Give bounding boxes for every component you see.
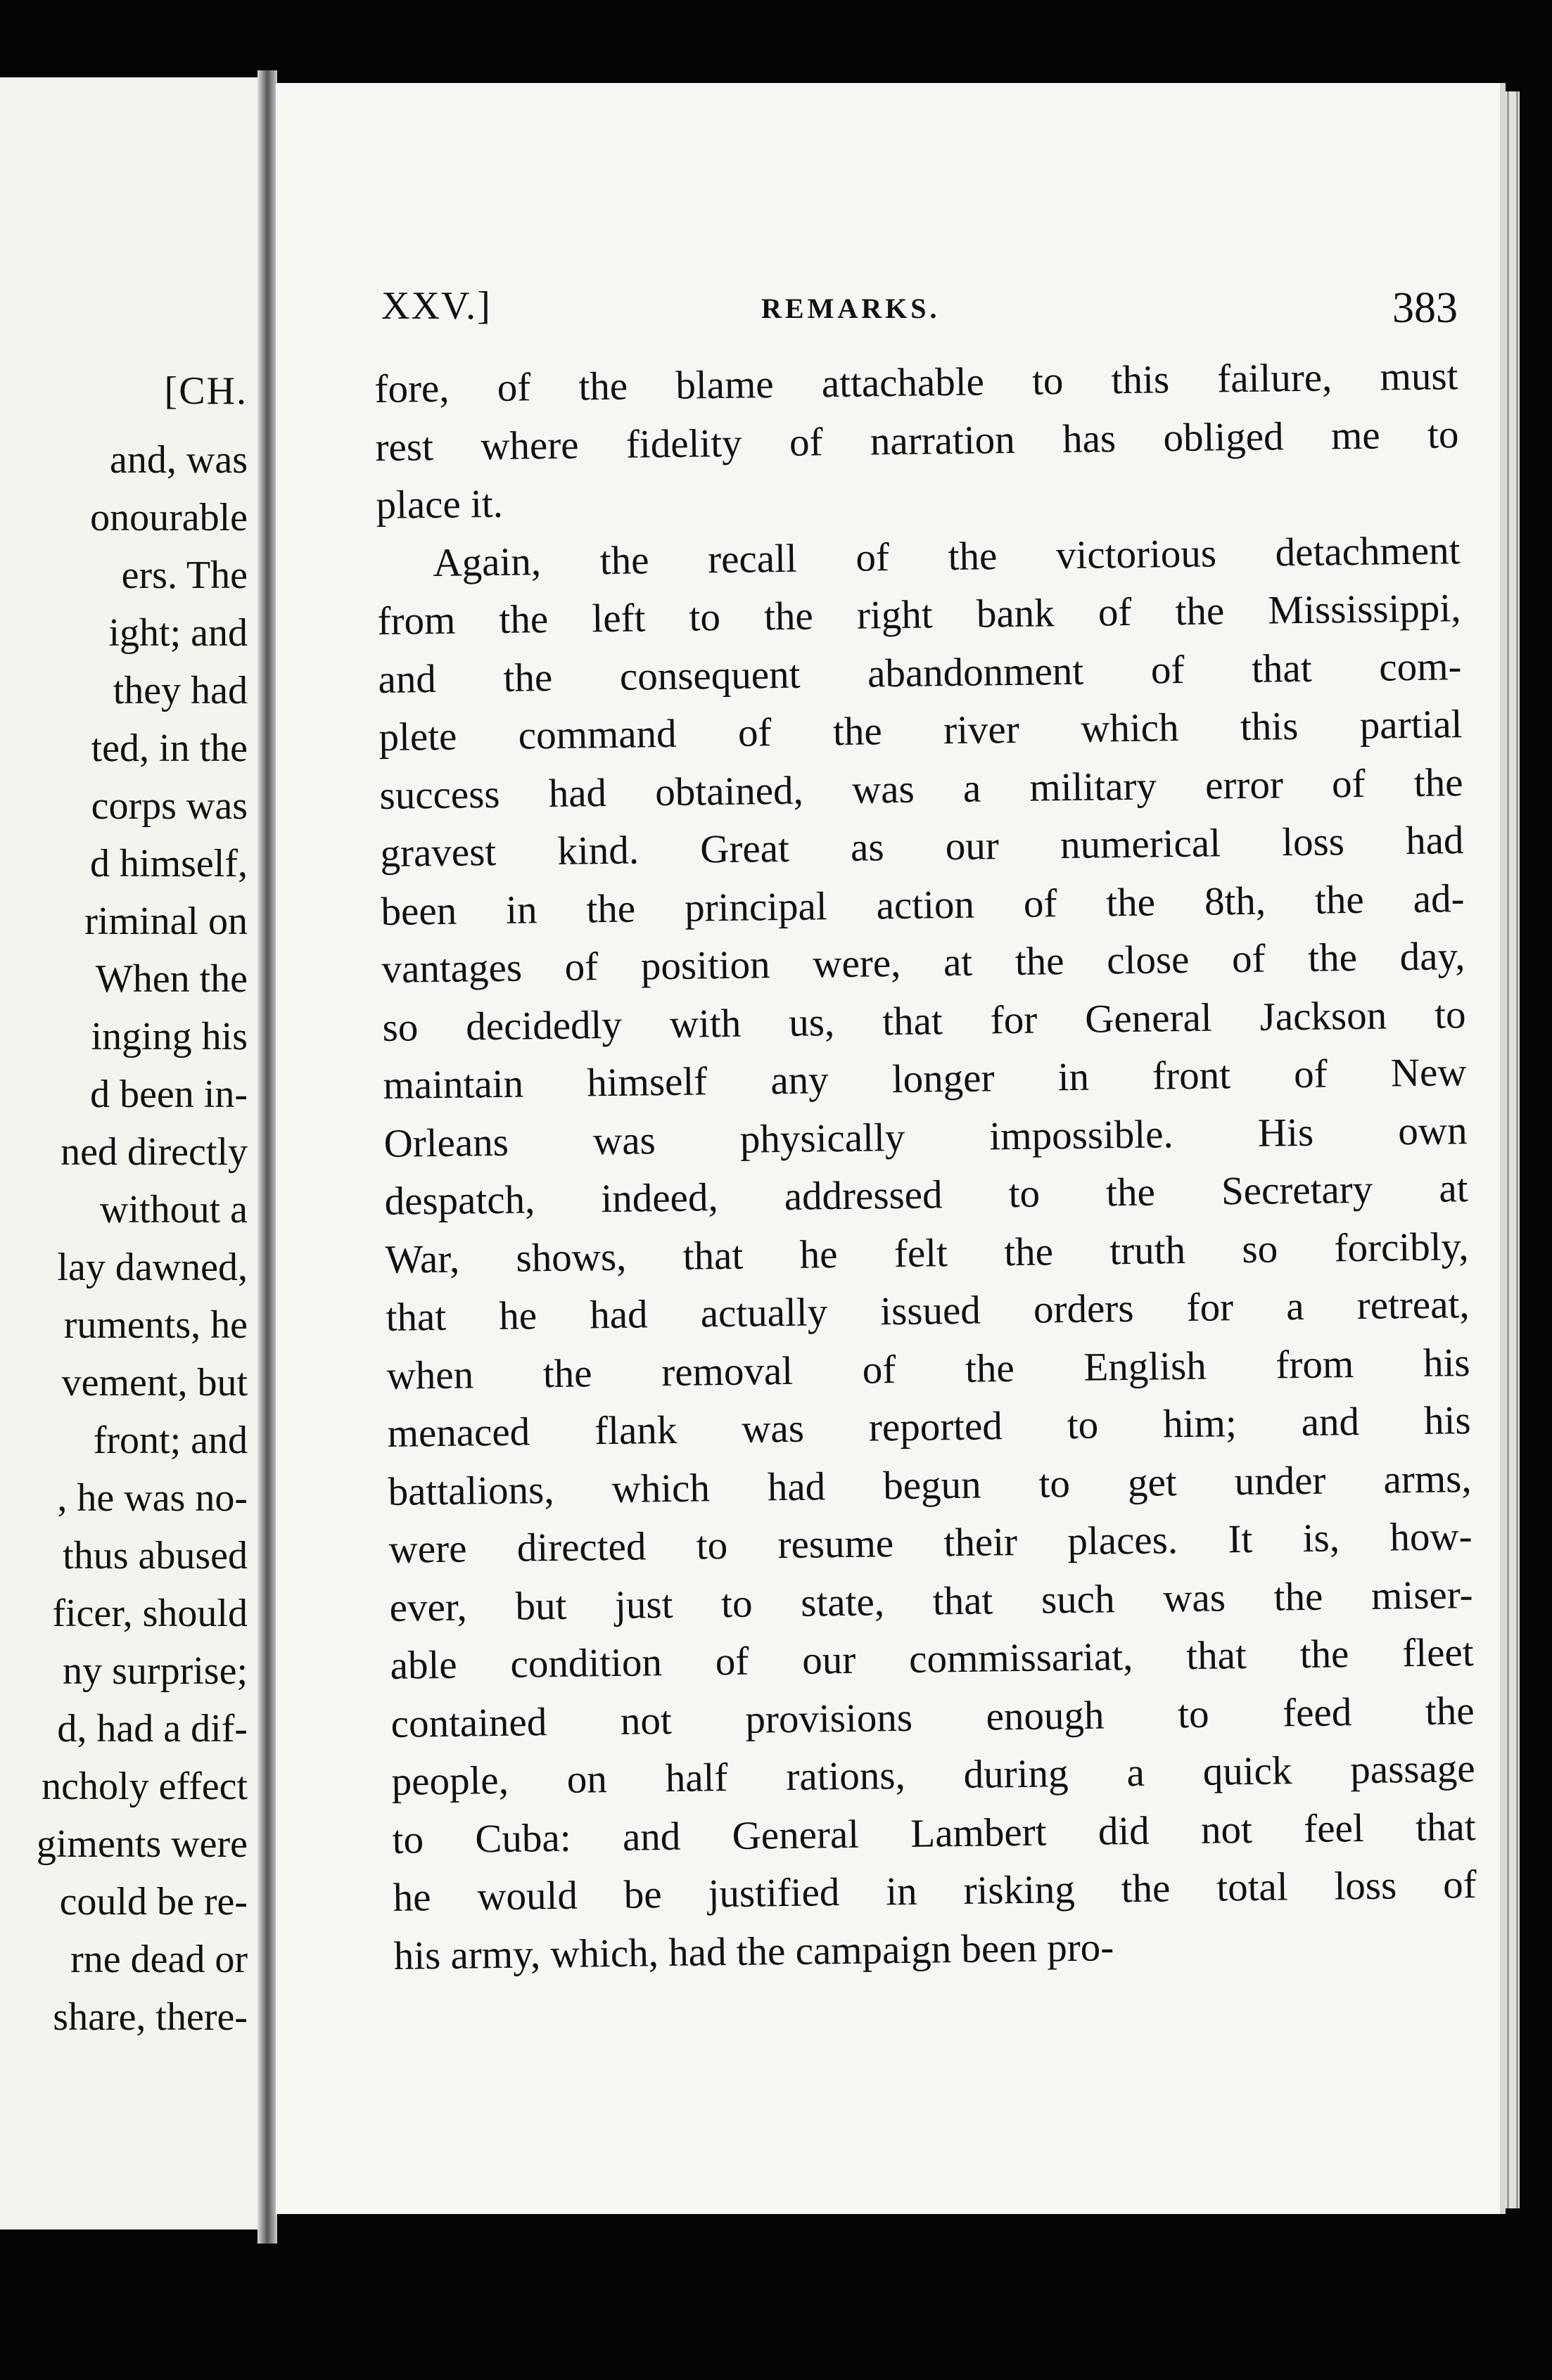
text-line: that he had actually issued orders for a retreat, [386, 1282, 1470, 1340]
text-line: so decidedly with us, that for General Jackson to [382, 992, 1466, 1050]
left-running-head: [CH. [164, 369, 248, 413]
text-line: War, shows, that he felt the truth so forcibly, [385, 1224, 1469, 1282]
left-line: lay dawned, [57, 1246, 248, 1289]
section-title: REMARKS. [761, 293, 941, 324]
left-line: front; and [93, 1419, 248, 1462]
text-line: vantages of position were, at the close of the day, [381, 934, 1465, 992]
left-line: d, had a dif- [57, 1707, 248, 1751]
text-line: menaced flank was reported to him; and his [387, 1398, 1471, 1456]
text-line: were directed to resume their places. It is, how- [388, 1514, 1473, 1572]
text-line: gravest kind. Great as our numerical loss had [380, 818, 1464, 876]
book-gutter [257, 70, 277, 2244]
left-line: they had [113, 669, 248, 712]
text-line: contained not provisions enough to feed the [390, 1688, 1475, 1746]
text-line: his army, which, had the campaign been pro- [393, 1924, 1114, 1978]
left-line: ight; and [108, 611, 248, 655]
right-page [276, 83, 1506, 2214]
left-line: , he was no- [57, 1476, 248, 1520]
left-line: inging his [91, 1015, 248, 1058]
text-line: place it. [376, 481, 504, 527]
left-line: ruments, he [63, 1303, 248, 1347]
left-line: and, was [110, 438, 248, 482]
left-line: could be re- [59, 1880, 248, 1924]
text-line: been in the principal action of the 8th, the ad- [381, 876, 1465, 934]
running-head [381, 283, 1458, 347]
left-line: corps was [91, 784, 248, 828]
left-line: ncholy effect [42, 1765, 248, 1808]
text-line: rest where fidelity of narration has obliged me to [375, 411, 1459, 470]
left-line: ers. The [121, 554, 248, 597]
left-line: d been in- [90, 1073, 248, 1116]
text-line: plete command of the river which this partial [379, 702, 1463, 760]
left-line: When the [95, 957, 248, 1001]
left-line: rne dead or [70, 1938, 248, 1981]
left-page [0, 77, 269, 2229]
left-line: vement, but [61, 1361, 248, 1405]
text-line: battalions, which had begun to get under arms, [388, 1456, 1472, 1514]
left-line: without a [100, 1188, 248, 1231]
text-line: from the left to the right bank of the Mississippi, [377, 586, 1461, 644]
text-line: Orleans was physically impossible. His own [383, 1108, 1468, 1166]
text-line: maintain himself any longer in front of New [383, 1050, 1467, 1108]
left-line: riminal on [84, 900, 248, 943]
text-line: people, on half rations, during a quick passage [391, 1746, 1475, 1804]
text-line: he would be justified in risking the total loss of [393, 1862, 1477, 1920]
text-line: success had obtained, was a military error of the [379, 760, 1463, 818]
left-page-text [37, 362, 248, 2046]
left-line: giments were [36, 1822, 248, 1866]
left-line: ny surprise; [63, 1649, 248, 1693]
text-line: when the removal of the English from his [386, 1340, 1470, 1398]
text-line: fore, of the blame attachable to this failure, must [374, 354, 1458, 411]
left-line: ned directly [61, 1130, 248, 1174]
chapter-label: XXV.] [381, 284, 492, 328]
page-number: 383 [1392, 284, 1458, 332]
text-line: ever, but just to state, that such was the miser- [389, 1572, 1473, 1630]
text-line: Again, the recall of the victorious detachment [433, 527, 1461, 585]
left-line: d himself, [90, 842, 248, 885]
text-line: able condition of our commissariat, that the fleet [390, 1630, 1474, 1688]
text-line: and the consequent abandonment of that com- [378, 644, 1462, 702]
text-line: despatch, indeed, addressed to the Secretary at [384, 1166, 1468, 1224]
left-line: onourable [90, 496, 248, 539]
left-line: ted, in the [91, 727, 248, 770]
text-line: to Cuba: and General Lambert did not feel that [392, 1804, 1476, 1862]
left-line: ficer, should [52, 1592, 248, 1635]
body-text [374, 347, 1477, 1985]
left-line: thus abused [63, 1534, 248, 1578]
left-line: share, there- [53, 1995, 248, 2039]
